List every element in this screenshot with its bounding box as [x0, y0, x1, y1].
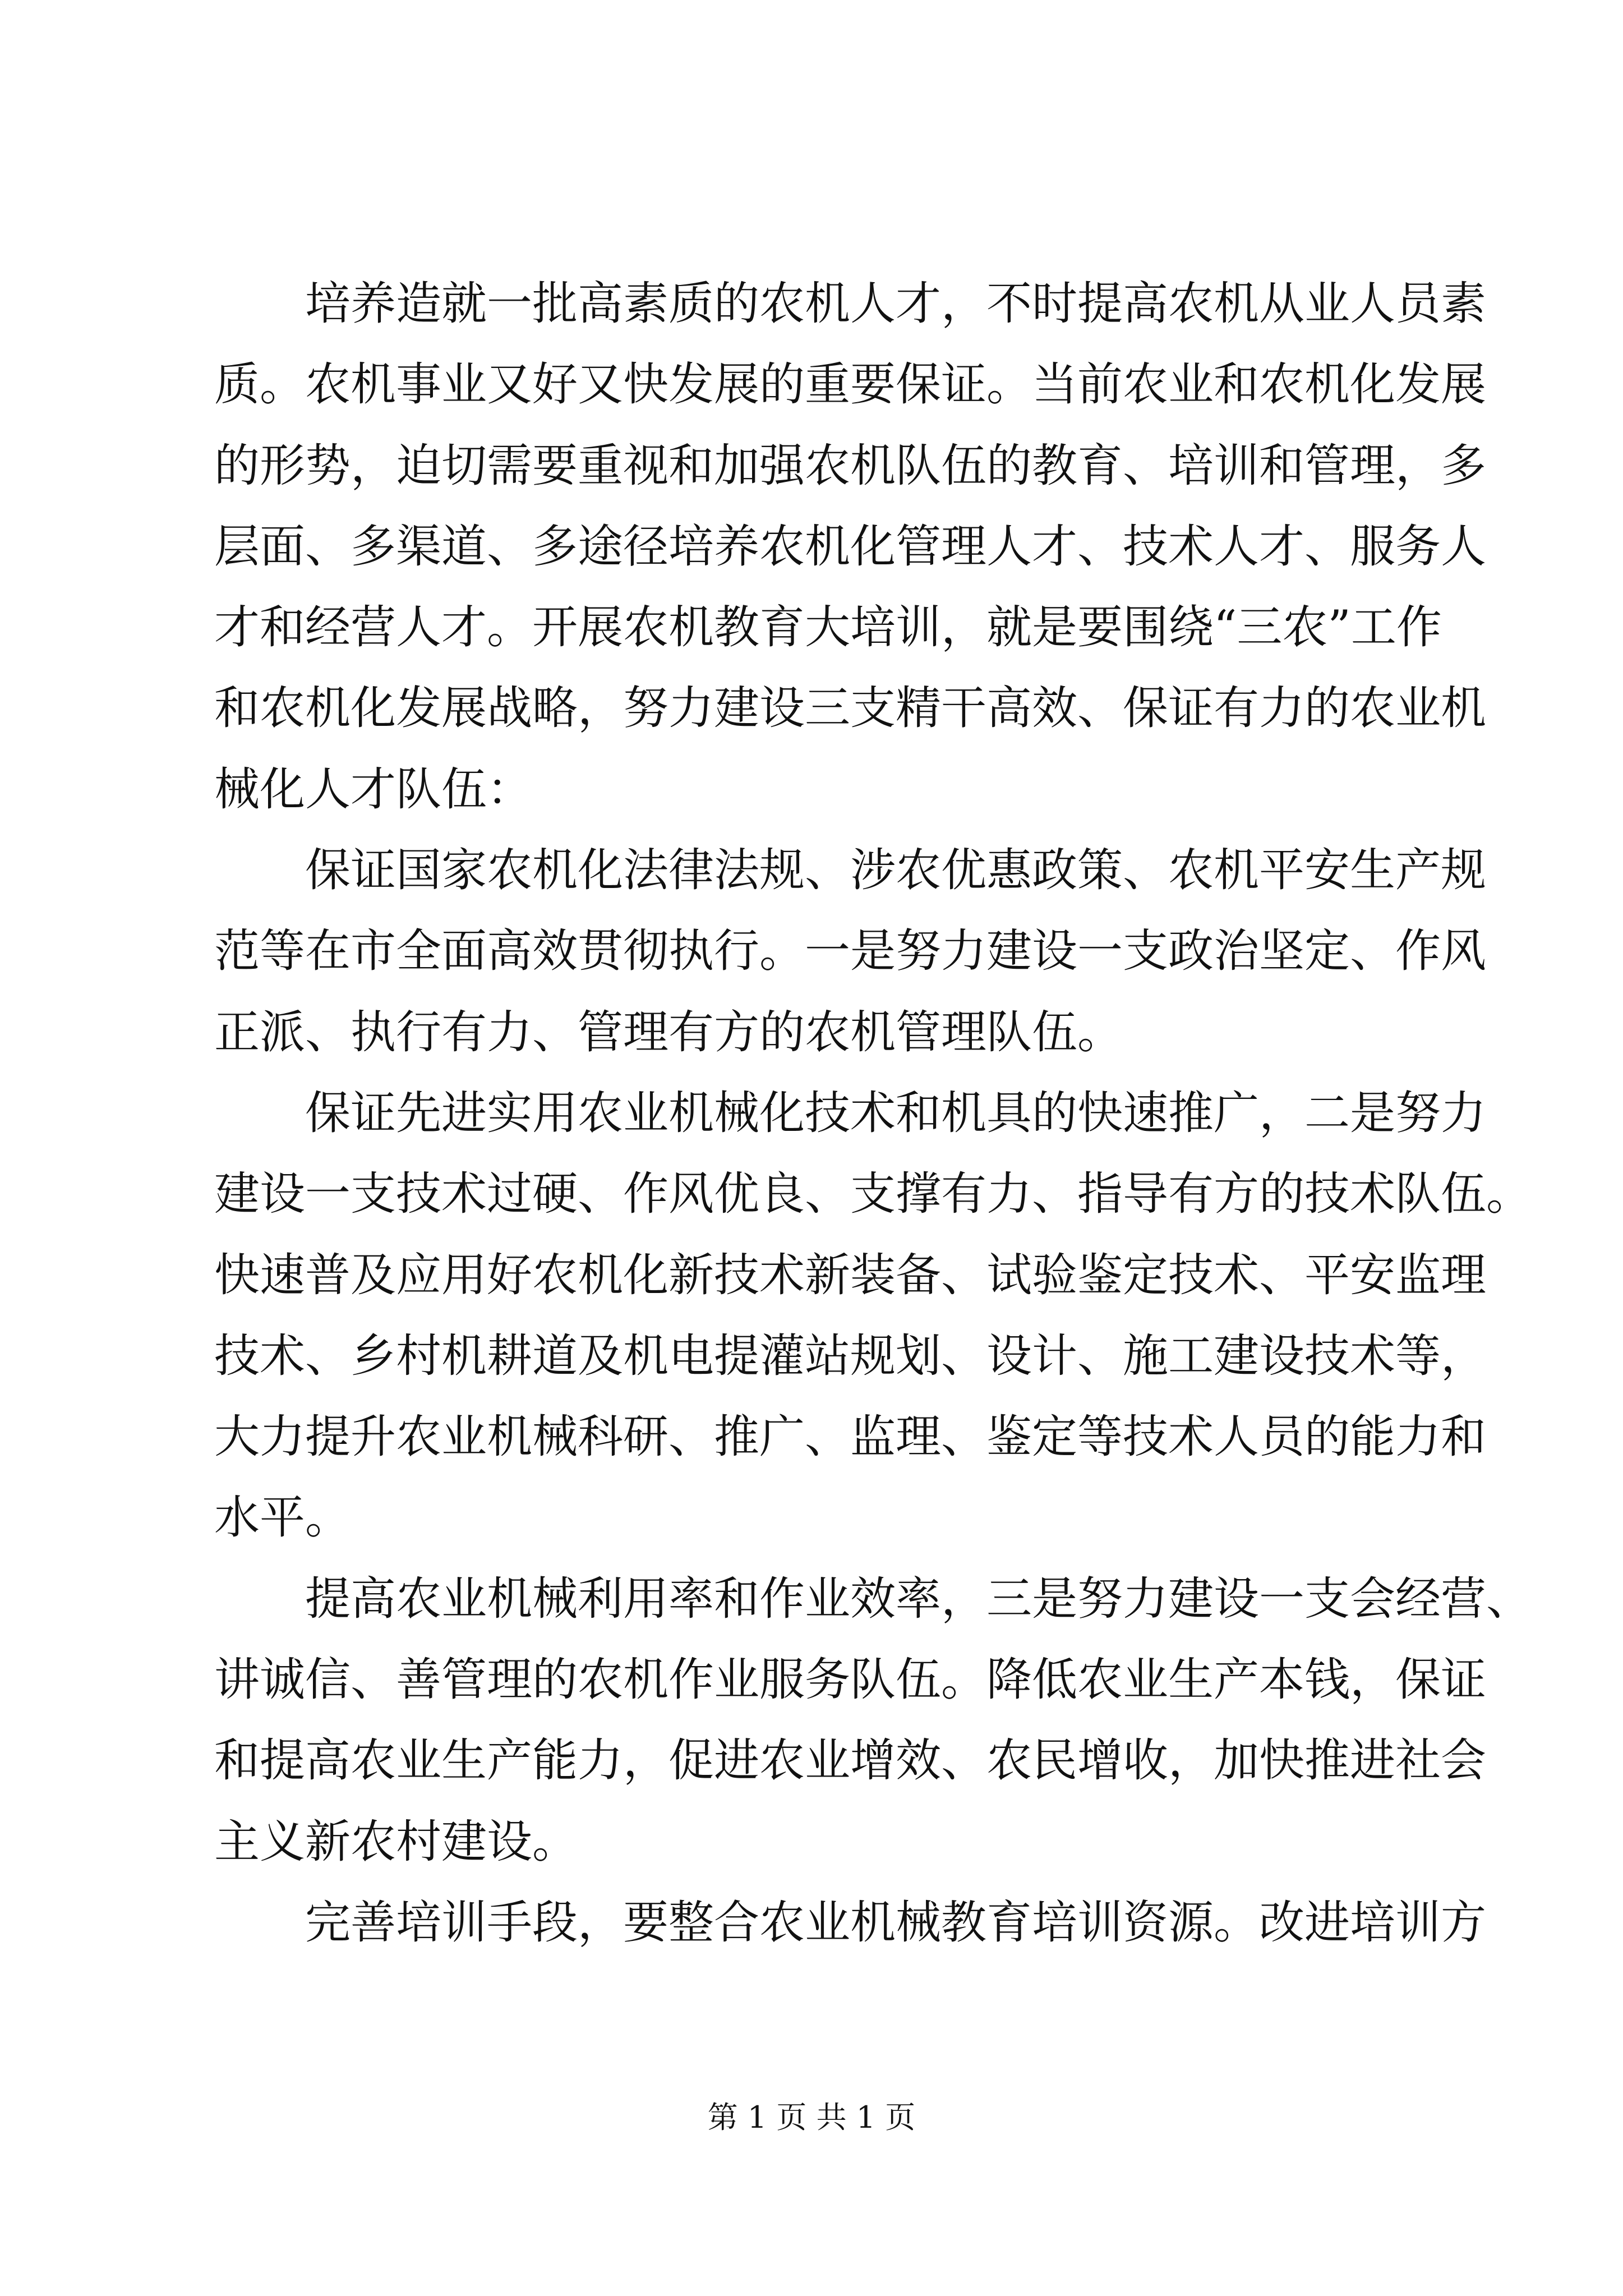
text-line: 质。农机事业又好又快发展的重要保证。当前农业和农机化发展	[214, 358, 1487, 412]
page-footer	[0, 2098, 1623, 2137]
text-line: 才和经营人才。开展农机教育大培训，就是要围绕“三农”工作	[214, 601, 1442, 655]
text-line: 建设一支技术过硬、作风优良、支撑有力、指导有方的技术队伍。	[214, 1168, 1532, 1221]
text-line: 保证先进实用农业机械化技术和机具的快速推广，二是努力	[305, 1087, 1487, 1140]
text-line: 的形势，迫切需要重视和加强农机队伍的教育、培训和管理，多	[214, 439, 1487, 493]
text-line: 械化人才队伍：	[214, 763, 533, 816]
text-line: 和农机化发展战略，努力建设三支精干高效、保证有力的农业机	[214, 682, 1487, 735]
text-line: 水平。	[214, 1492, 351, 1545]
text-line: 完善培训手段，要整合农业机械教育培训资源。改进培训方	[305, 1896, 1487, 1949]
text-line: 大力提升农业机械科研、推广、监理、鉴定等技术人员的能力和	[214, 1411, 1487, 1464]
text-line: 范等在市全面高效贯彻执行。一是努力建设一支政治坚定、作风	[214, 925, 1487, 978]
text-line: 讲诚信、善管理的农机作业服务队伍。降低农业生产本钱，保证	[214, 1654, 1487, 1707]
text-line: 主义新农村建设。	[214, 1815, 578, 1869]
text-line: 技术、乡村机耕道及机电提灌站规划、设计、施工建设技术等，	[214, 1329, 1487, 1383]
text-line: 层面、多渠道、多途径培养农机化管理人才、技术人才、服务人	[214, 520, 1487, 573]
text-line: 培养造就一批高素质的农机人才，不时提高农机从业人员素	[305, 278, 1487, 330]
text-line: 正派、执行有力、管理有方的农机管理队伍。	[214, 1006, 1123, 1059]
page-number-label: 第 1 页 共 1 页	[707, 2100, 916, 2135]
body-text	[214, 264, 1532, 1963]
text-line: 保证国家农机化法律法规、涉农优惠政策、农机平安生产规	[305, 844, 1487, 898]
text-line: 和提高农业生产能力，促进农业增效、农民增收，加快推进社会	[214, 1734, 1487, 1788]
text-line: 提高农业机械利用率和作业效率，三是努力建设一支会经营、	[305, 1572, 1532, 1626]
text-line: 快速普及应用好农机化新技术新装备、试验鉴定技术、平安监理	[214, 1249, 1487, 1302]
